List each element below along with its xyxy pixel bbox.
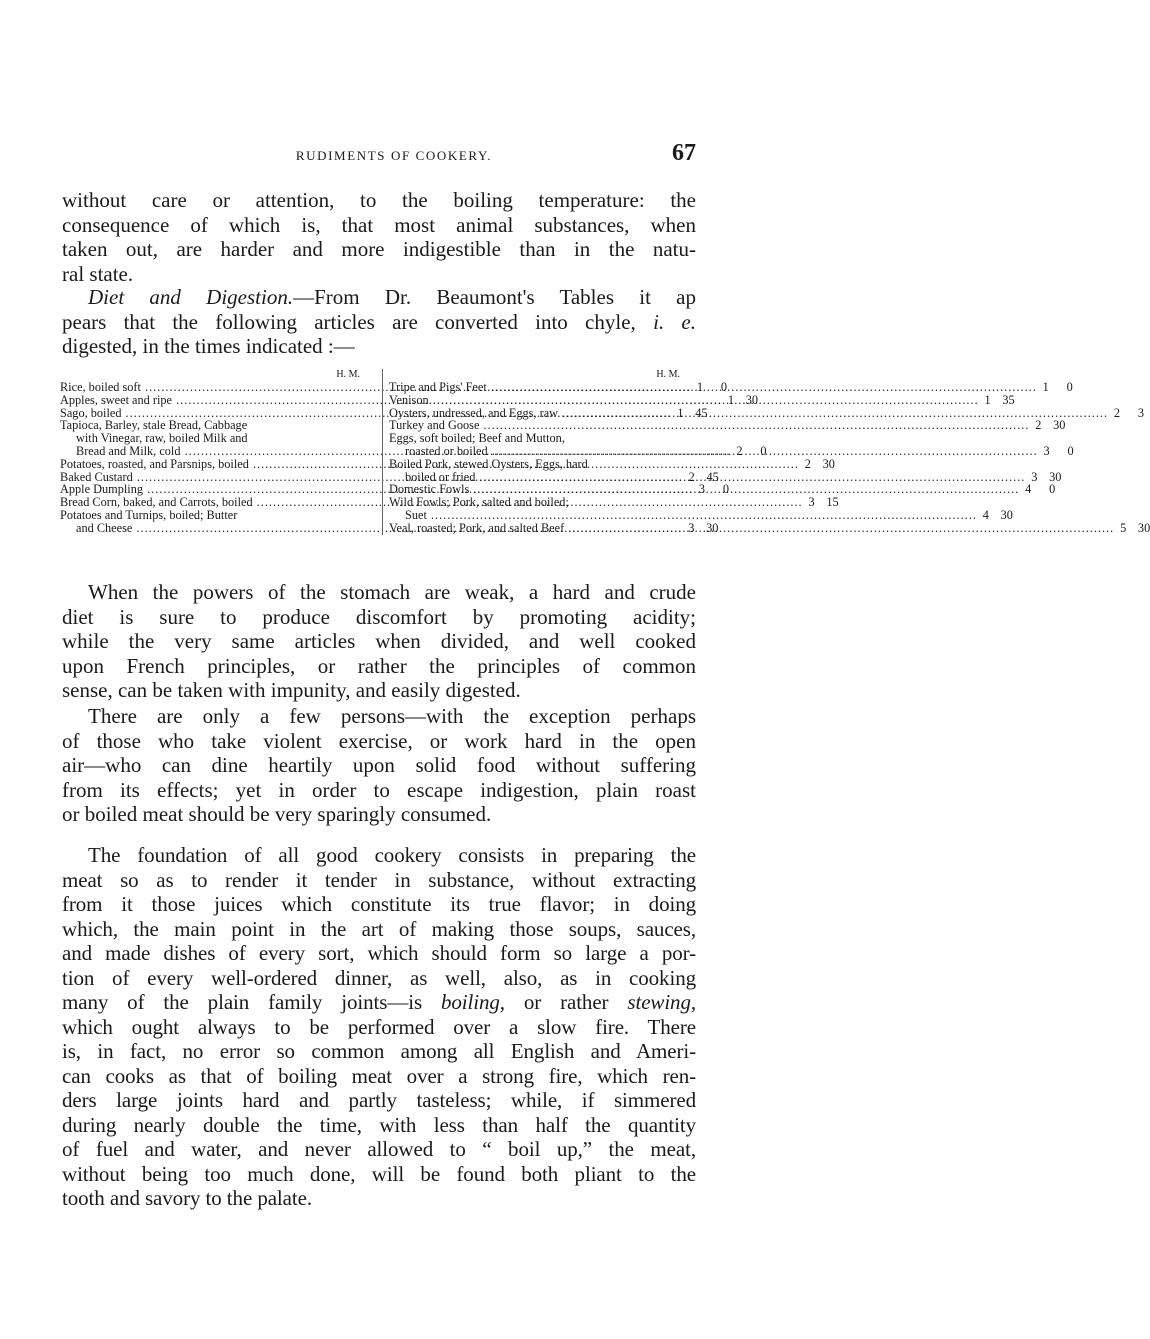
paragraph-foundation-of-cookery bbox=[62, 843, 696, 1211]
food-item-name bbox=[389, 458, 1025, 484]
text-line: during nearly double the time, with less than half the quantity bbox=[62, 1112, 696, 1137]
table-row bbox=[389, 380, 1073, 394]
text-line bbox=[62, 310, 696, 335]
text-line: is, in fact, no error so common among all English and Ameri- bbox=[62, 1039, 696, 1063]
hours-value: 3 bbox=[1038, 445, 1050, 458]
text-line: diet is sure to produce discomfort by promoting acidity; bbox=[62, 604, 696, 629]
hours-value: 1 bbox=[979, 394, 991, 407]
hours-value: 4 bbox=[1019, 483, 1031, 496]
paragraph-diet-digestion bbox=[62, 285, 696, 359]
text-line: sense, can be taken with impunity, and easily digested. bbox=[62, 678, 521, 702]
section-heading-diet-digestion: Diet and Digestion. bbox=[88, 285, 294, 309]
text-fragment-boiling: boiling, bbox=[440, 990, 505, 1014]
minutes-value: 15 bbox=[815, 496, 839, 509]
text-line: ral state. bbox=[62, 261, 134, 286]
text-line: from it those juices which constitute its true flavor; in doing bbox=[62, 892, 696, 916]
minutes-value: 0 bbox=[1031, 483, 1055, 496]
minutes-value: 0 bbox=[743, 445, 767, 458]
food-item-name: Tripe and Pigs' Feet ..... bbox=[389, 381, 1037, 394]
hours-value: 1 bbox=[1037, 381, 1049, 394]
hours-value: 3 bbox=[682, 522, 694, 535]
hours-value: 2 bbox=[683, 471, 695, 484]
food-item-name bbox=[389, 432, 1038, 458]
paragraph-boiling-temperature bbox=[62, 188, 696, 286]
text-line: tion of every well-ordered dinner, as well, also, as in cooking bbox=[62, 965, 696, 990]
hours-value: 4 bbox=[977, 509, 989, 522]
minutes-value: 30 bbox=[811, 458, 835, 471]
food-item-line: Eggs, soft boiled; Beef and Mutton, bbox=[389, 431, 565, 446]
text-fragment-stewing: stewing, bbox=[627, 990, 697, 1014]
text-fragment-ie: i. e. bbox=[653, 309, 696, 334]
food-item-name: Oysters, undressed, and Eggs, raw ..... bbox=[389, 407, 1108, 420]
text-line: When the powers of the stomach are weak, a hard and crude bbox=[88, 580, 696, 604]
food-item-name: Apples, sweet and ripe ..... bbox=[60, 394, 722, 407]
hours-value: 5 bbox=[1114, 522, 1126, 535]
running-title: RUDIMENTS OF COOKERY. bbox=[295, 148, 493, 163]
text-line bbox=[62, 285, 696, 310]
hours-value: 3 bbox=[1025, 471, 1037, 484]
hours-value: 2 bbox=[1029, 419, 1041, 432]
food-item-name: Bread Corn, baked, and Carrots, boiled ..... bbox=[60, 496, 803, 509]
text-line: while the very same articles when divided, and well cooked bbox=[62, 629, 696, 653]
food-item-line: boiled or fried ..... bbox=[405, 470, 1025, 484]
paragraph-few-persons bbox=[62, 704, 696, 827]
minutes-value: 0 bbox=[1049, 381, 1073, 394]
text-line: without care or attention, to the boiling temperature: the bbox=[62, 188, 696, 212]
text-fragment: —From Dr. Beaumont's Tables it ap bbox=[293, 285, 696, 309]
column-unit-label: H. M. bbox=[336, 369, 360, 380]
minutes-value: 45 bbox=[684, 407, 708, 420]
food-item-line: Tapioca, Barley, stale Bread, Cabbage bbox=[60, 418, 248, 433]
minutes-value: 30 bbox=[1037, 471, 1061, 484]
food-item-name: Baked Custard ..... bbox=[60, 471, 683, 484]
text-line: air—who can dine heartily upon solid food without suffering bbox=[62, 753, 696, 777]
text-line: digested, in the times indicated :— bbox=[62, 334, 355, 358]
text-line: which ought always to be performed over a slow fire. There bbox=[62, 1014, 696, 1039]
digestion-times-table bbox=[60, 369, 1150, 569]
text-line: of those who take violent exercise, or work hard in the open bbox=[62, 728, 696, 753]
text-line: There are only a few persons—with the exception perhaps bbox=[88, 704, 696, 728]
minutes-value: 30 bbox=[1126, 522, 1150, 535]
food-item-name: Potatoes, roasted, and Parsnips, boiled ..... bbox=[60, 458, 799, 471]
minutes-value: 0 bbox=[1050, 445, 1074, 458]
food-item-name: Venison ..... bbox=[389, 394, 979, 407]
table-row bbox=[389, 431, 1074, 458]
hours-value: 3 bbox=[693, 483, 705, 496]
text-line: which, the main point in the art of making those soups, sauces, bbox=[62, 916, 696, 941]
page-number: 67 bbox=[672, 140, 696, 166]
text-fragment: many of the plain family joints—is bbox=[62, 990, 441, 1014]
text-line: tooth and savory to the palate. bbox=[62, 1186, 312, 1210]
food-item-name: Rice, boiled soft ..... bbox=[60, 381, 691, 394]
food-item-name: Sago, boiled ..... bbox=[60, 407, 672, 420]
minutes-value: 30 bbox=[989, 509, 1013, 522]
hours-value: 1 bbox=[672, 407, 684, 420]
food-item-line: Wild Fowls; Pork, salted and boiled; bbox=[389, 495, 569, 510]
paragraph-weak-stomach bbox=[62, 580, 696, 703]
minutes-value: 30 bbox=[1041, 419, 1065, 432]
food-item-line: Bread and Milk, cold ..... bbox=[76, 444, 731, 458]
text-line: can cooks as that of boiling meat over a strong fire, which ren- bbox=[62, 1063, 696, 1088]
table-row bbox=[389, 520, 1150, 535]
minutes-value: 45 bbox=[695, 471, 719, 484]
food-item-line: Potatoes and Turnips, boiled; Butter bbox=[60, 507, 238, 522]
food-item-line: with Vinegar, raw, boiled Milk and bbox=[76, 431, 248, 446]
hours-value: 2 bbox=[799, 458, 811, 471]
text-line: of fuel and water, and never allowed to “ boil up,” the meat, bbox=[62, 1137, 696, 1161]
food-item-name: Turkey and Goose ..... bbox=[389, 419, 1029, 432]
minutes-value: 30 bbox=[734, 394, 758, 407]
hours-value: 2 bbox=[731, 445, 743, 458]
text-line: or boiled meat should be very sparingly consumed. bbox=[62, 802, 492, 826]
running-head bbox=[62, 140, 696, 170]
minutes-value: 30 bbox=[694, 522, 718, 535]
food-item-name bbox=[389, 496, 977, 522]
text-line: meat so as to render it tender in substance, without extracting bbox=[62, 867, 696, 892]
text-line: without being too much done, will be found both pliant to the bbox=[62, 1161, 696, 1186]
food-item-line: Boiled Pork, stewed Oysters, Eggs, hard bbox=[389, 456, 588, 471]
food-item-name: Veal, roasted; Pork, and salted Beef ..... bbox=[389, 522, 1114, 535]
minutes-value: 0 bbox=[705, 483, 729, 496]
text-line: ders large joints hard and partly tasteless; while, if simmered bbox=[62, 1088, 696, 1112]
text-fragment: or rather bbox=[504, 990, 628, 1014]
hours-value: 1 bbox=[722, 394, 734, 407]
hours-value: 3 bbox=[803, 496, 815, 509]
text-line: consequence of which is, that most animal substances, when bbox=[62, 212, 696, 237]
food-item-line: and Cheese ..... bbox=[76, 521, 682, 535]
text-line bbox=[62, 990, 696, 1015]
text-line: from its effects; yet in order to escape indigestion, plain roast bbox=[62, 777, 696, 802]
minutes-value: 0 bbox=[703, 381, 727, 394]
food-item-name: Apple Dumpling ..... bbox=[60, 483, 693, 496]
text-line: The foundation of all good cookery consists in preparing the bbox=[88, 843, 696, 867]
food-item-line: roasted or boiled ..... bbox=[405, 444, 1038, 458]
text-line: taken out, are harder and more indigestible than in the natu- bbox=[62, 237, 696, 261]
text-line: upon French principles, or rather the principles of common bbox=[62, 653, 696, 678]
column-unit-label: H. M. bbox=[656, 369, 680, 380]
food-item-line: Suet ..... bbox=[405, 508, 977, 522]
hours-value: 1 bbox=[691, 381, 703, 394]
minutes-value: 35 bbox=[991, 394, 1015, 407]
text-line: and made dishes of every sort, which should form so large a por- bbox=[62, 941, 696, 965]
food-item-name: Domestic Fowls ..... bbox=[389, 483, 1019, 496]
text-fragment: pears that the following articles are converted into chyle, bbox=[62, 309, 654, 334]
hours-value: 2 bbox=[1108, 407, 1120, 420]
minutes-value: 3 bbox=[1120, 407, 1144, 420]
